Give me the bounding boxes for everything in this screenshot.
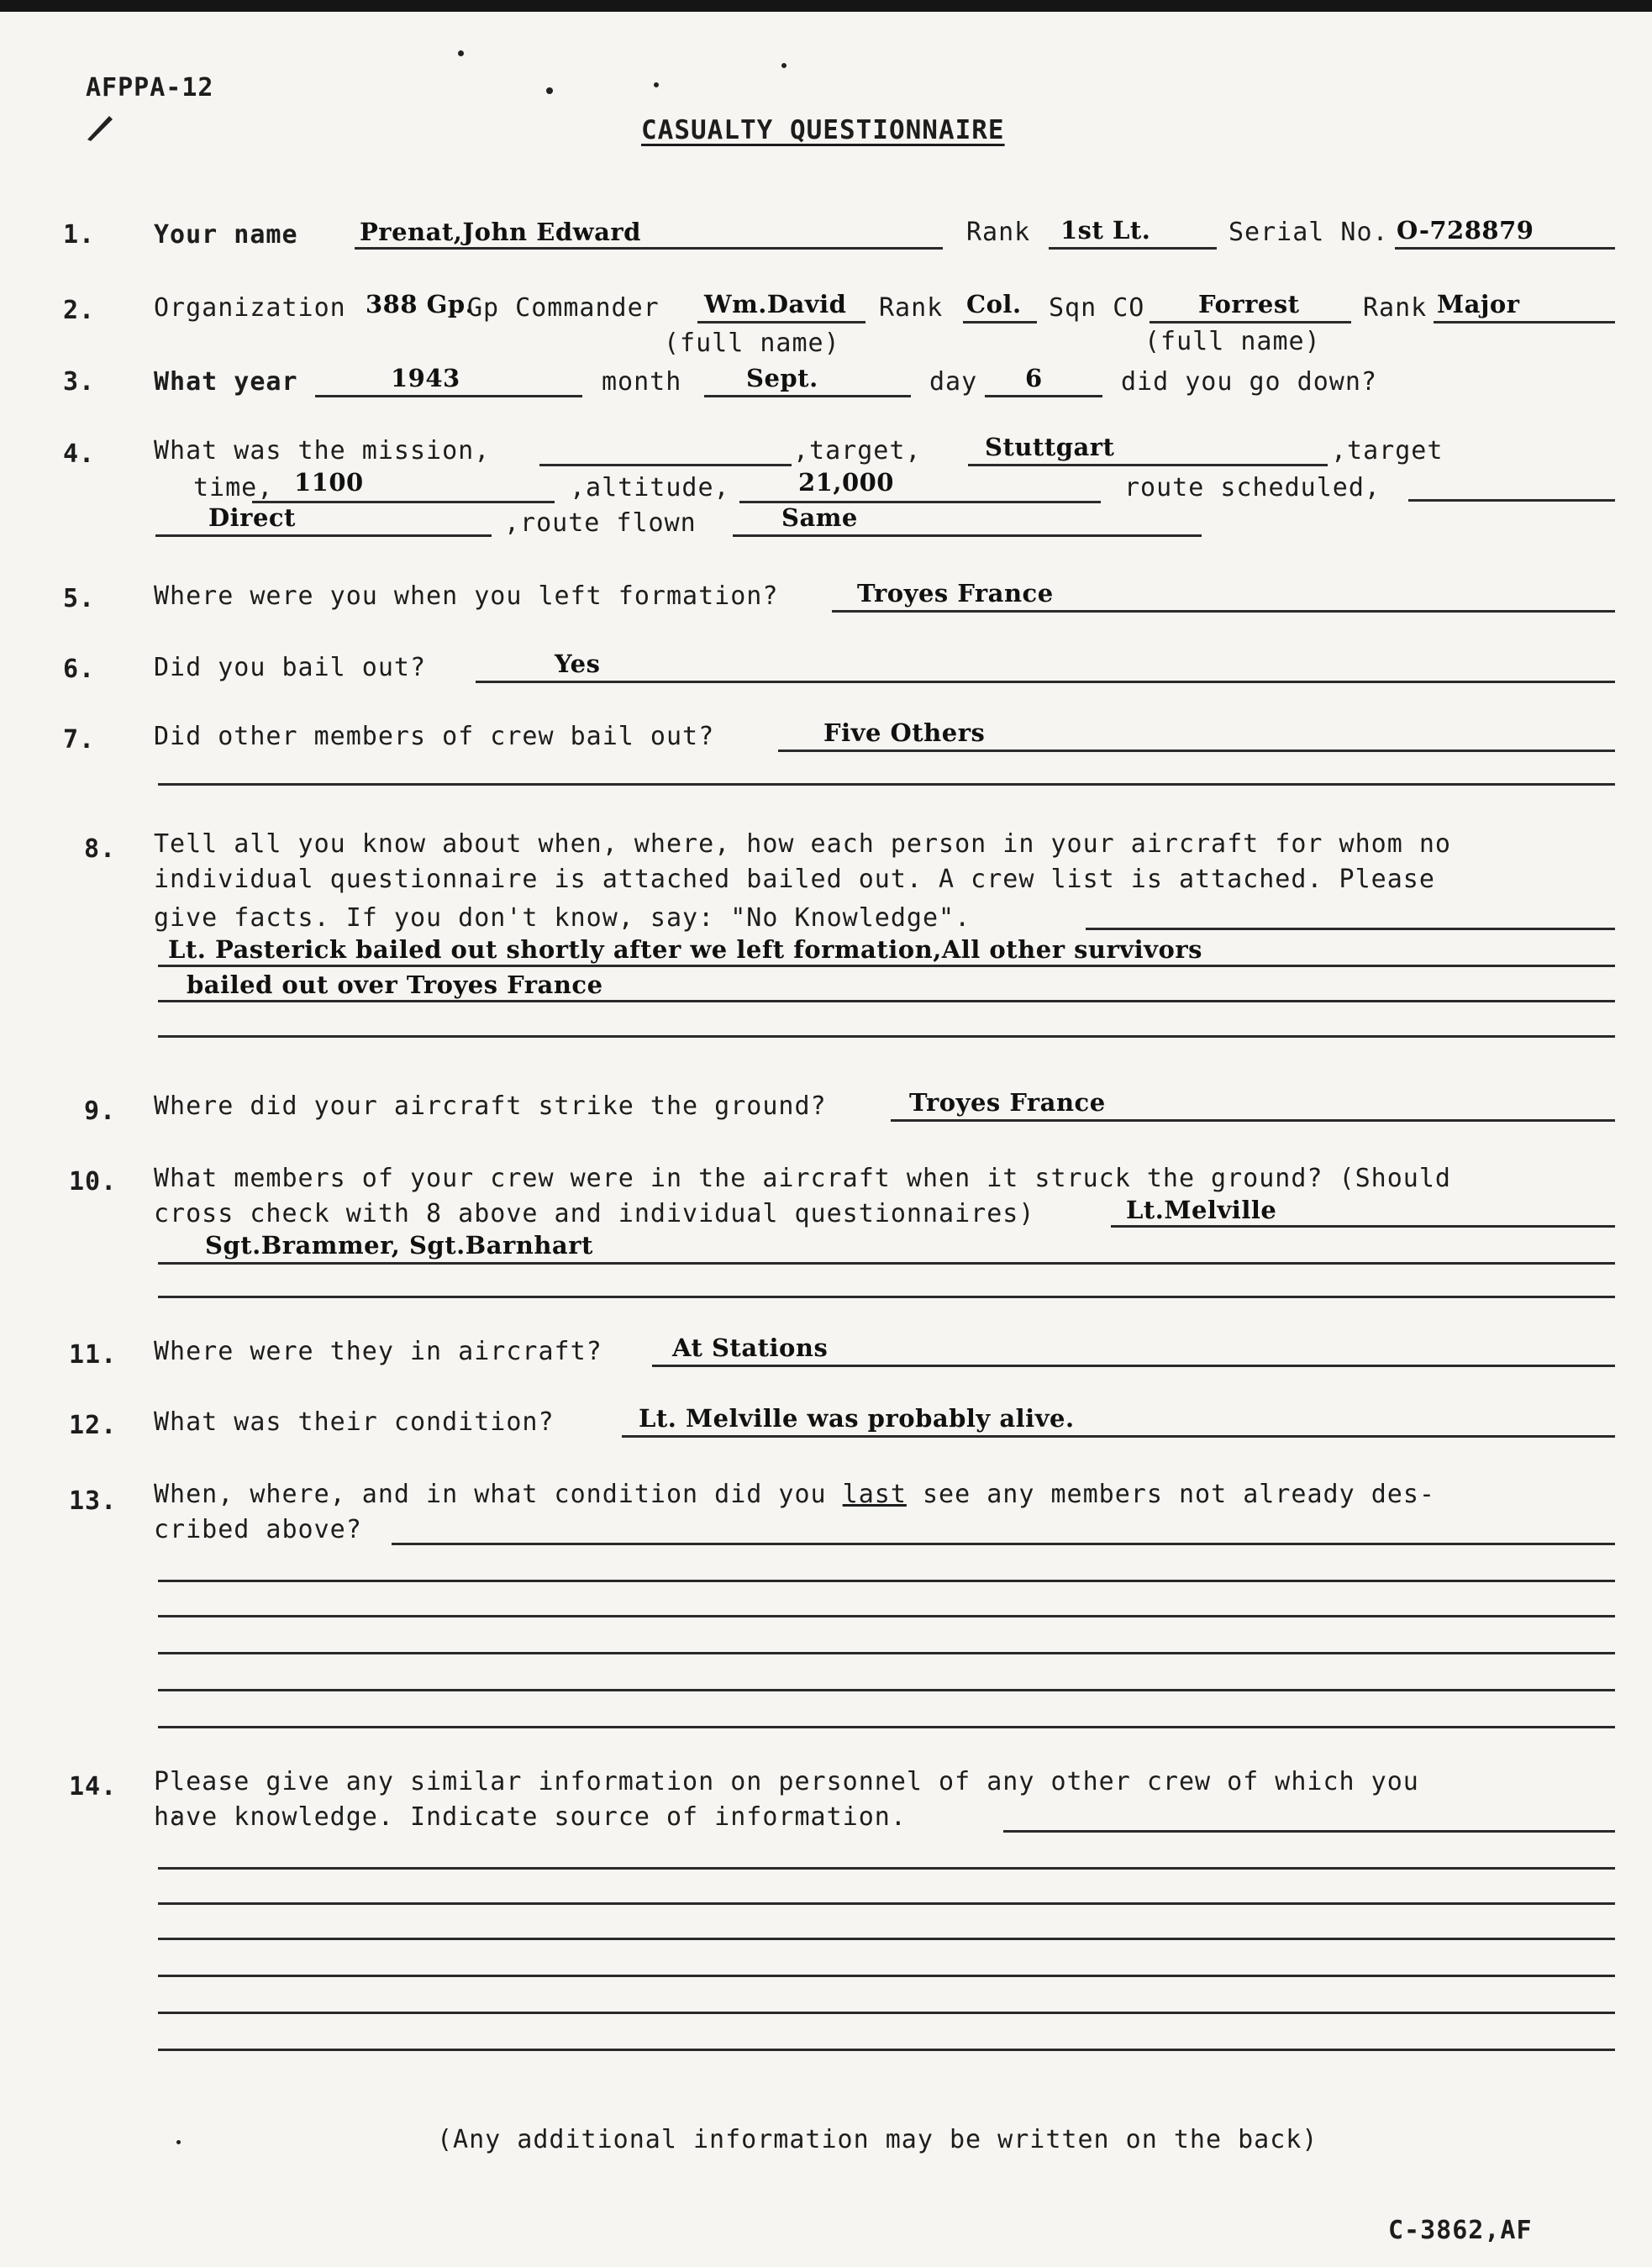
q4-altitude-value[interactable]: 21,000 (798, 468, 894, 497)
q13-line-3 (158, 1615, 1615, 1617)
q13-line-1 (392, 1543, 1615, 1545)
scan-top-edge (0, 0, 1652, 12)
q4-altitude-label: ,altitude, (570, 473, 730, 502)
q1-rank-label: Rank (966, 218, 1031, 247)
q2-rank2-label: Rank (1363, 293, 1428, 323)
q8-text-line-3: give facts. If you don't know, say: "No Knowledge". (154, 903, 971, 933)
q10-line-3 (158, 1296, 1615, 1298)
q3-year-line (315, 395, 582, 397)
q7-line-2 (158, 783, 1615, 786)
q4-target-value[interactable]: Stuttgart (985, 433, 1115, 461)
q2-rank-line (963, 321, 1037, 323)
q4-target-time-label: ,target (1331, 436, 1444, 465)
q4-route-scheduled-label: route scheduled, (1124, 473, 1381, 502)
q3-tail-text: did you go down? (1121, 367, 1377, 397)
q5-label: Where were you when you left formation? (154, 581, 779, 611)
q3-year-value[interactable]: 1943 (391, 364, 460, 392)
q8-text-line-1: Tell all you know about when, where, how each person in your aircraft for whom no (154, 829, 1451, 859)
q4-number: 4. (63, 439, 96, 469)
q13-line-2 (158, 1580, 1615, 1582)
q8-answer-line-1[interactable]: Lt. Pasterick bailed out shortly after we left formation,All other survivors (168, 935, 1202, 964)
q10-value-2[interactable]: Sgt.Brammer, Sgt.Barnhart (205, 1231, 593, 1260)
q14-line-5 (158, 1975, 1615, 1977)
q3-label: What year (154, 367, 298, 397)
q4-mission-label: What was the mission, (154, 436, 491, 465)
q5-number: 5. (63, 584, 96, 613)
q6-number: 6. (63, 655, 96, 684)
q4-route-flown-value[interactable]: Same (781, 503, 858, 532)
q13-line-5 (158, 1689, 1615, 1691)
q12-label: What was their condition? (154, 1407, 555, 1437)
q3-month-value[interactable]: Sept. (746, 364, 818, 392)
q1-serial-line (1395, 247, 1615, 250)
scan-speck (654, 82, 659, 87)
q8-line-2 (158, 965, 1615, 967)
q2-rank-value[interactable]: Col. (966, 290, 1022, 318)
q10-value-1[interactable]: Lt.Melville (1126, 1196, 1277, 1224)
q10-text-line-2: cross check with 8 above and individual questionnaires) (154, 1199, 1035, 1228)
q2-label: Organization (154, 293, 346, 323)
q13-text-line-1: When, where, and in what condition did you last see any members not already des- (154, 1480, 1435, 1509)
scan-speck (458, 50, 464, 56)
q4-route-scheduled-line (1408, 499, 1615, 502)
q4-target-line (968, 464, 1328, 466)
q2-sqn-co-label: Sqn CO (1049, 293, 1145, 323)
q12-number: 12. (69, 1411, 118, 1440)
q14-number: 14. (69, 1772, 118, 1802)
q10-text-line-1: What members of your crew were in the aircraft when it struck the ground? (Should (154, 1164, 1451, 1193)
q8-answer-line-2[interactable]: bailed out over Troyes France (187, 970, 603, 999)
scan-speck (781, 63, 787, 68)
q9-line (891, 1119, 1615, 1122)
q13-number: 13. (69, 1486, 118, 1516)
form-code: AFPPA-12 (86, 73, 214, 103)
q14-line-3 (158, 1902, 1615, 1905)
q7-number: 7. (63, 725, 96, 755)
q2-gp-commander-line (697, 321, 865, 323)
scan-speck (546, 87, 553, 94)
q6-value[interactable]: Yes (555, 650, 601, 678)
q7-value[interactable]: Five Others (823, 718, 986, 747)
q4-route-flown-line (733, 534, 1202, 537)
q10-number: 10. (69, 1167, 118, 1197)
q13-line-4 (158, 1652, 1615, 1654)
form-number: C-3862,AF (1388, 2216, 1533, 2245)
q4-time-label: time, (193, 473, 274, 502)
q2-sqn-co-line (1150, 321, 1351, 323)
q2-full-name-hint: (full name) (664, 329, 840, 358)
q3-day-line (985, 395, 1102, 397)
q2-gp-commander-value[interactable]: Wm.David (704, 290, 847, 318)
q1-number: 1. (63, 220, 96, 250)
q13-line-6 (158, 1726, 1615, 1728)
q4-route-scheduled-value[interactable]: Direct (208, 503, 296, 532)
q14-line-7 (158, 2049, 1615, 2051)
q11-number: 11. (69, 1340, 118, 1370)
q2-org-value[interactable]: 388 Gp. (366, 290, 475, 318)
q11-line (652, 1365, 1615, 1367)
q4-target-label: ,target, (793, 436, 922, 465)
q3-month-line (704, 395, 911, 397)
q12-value[interactable]: Lt. Melville was probably alive. (639, 1404, 1075, 1433)
q12-line (622, 1435, 1615, 1438)
q6-label: Did you bail out? (154, 653, 427, 682)
pen-mark-icon (84, 109, 118, 143)
q14-line-1 (1003, 1830, 1615, 1833)
q7-line (778, 750, 1615, 752)
q8-number: 8. (84, 834, 117, 864)
q3-day-label: day (929, 367, 978, 397)
q3-month-label: month (602, 367, 682, 397)
q9-label: Where did your aircraft strike the ground? (154, 1091, 827, 1121)
q8-line-4 (158, 1035, 1615, 1038)
q2-full-name-hint: (full name) (1144, 327, 1321, 356)
q13-text-line-2: cribed above? (154, 1515, 362, 1544)
q14-line-4 (158, 1938, 1615, 1940)
q11-label: Where were they in aircraft? (154, 1337, 602, 1366)
q4-time-line (252, 501, 555, 503)
q10-line-2 (158, 1262, 1615, 1265)
q14-text-line-2: have knowledge. Indicate source of information. (154, 1802, 907, 1832)
q2-rank-label: Rank (879, 293, 944, 323)
q4-route-scheduled-line-2 (155, 534, 492, 537)
q4-mission-line (539, 464, 792, 466)
q14-line-6 (158, 2012, 1615, 2014)
footer-note: (Any additional information may be written on the back) (437, 2125, 1318, 2154)
q1-name-value[interactable]: Prenat,John Edward (360, 218, 641, 246)
q1-serial-label: Serial No. (1228, 218, 1389, 247)
q7-label: Did other members of crew bail out? (154, 722, 715, 751)
q1-name-line (355, 247, 943, 250)
q4-route-flown-label: ,route flown (504, 508, 697, 538)
q14-line-2 (158, 1867, 1615, 1870)
q1-label: Your name (154, 220, 298, 250)
q5-line (832, 610, 1615, 613)
q2-rank2-value[interactable]: Major (1437, 290, 1520, 318)
q2-sqn-co-value[interactable]: Forrest (1198, 290, 1300, 318)
q8-line-3 (158, 1000, 1615, 1002)
q5-value[interactable]: Troyes France (857, 579, 1054, 608)
q11-value[interactable]: At Stations (672, 1333, 829, 1362)
q14-text-line-1: Please give any similar information on personnel of any other crew of which you (154, 1767, 1419, 1796)
q2-gp-commander-label: Gp Commander (467, 293, 660, 323)
q2-rank2-line (1434, 321, 1615, 323)
q1-serial-value[interactable]: O-728879 (1397, 216, 1534, 245)
form-title: CASUALTY QUESTIONNAIRE (641, 115, 1005, 145)
q9-value[interactable]: Troyes France (909, 1088, 1106, 1117)
scan-speck (176, 2140, 181, 2144)
q8-text-line-2: individual questionnaire is attached bailed out. A crew list is attached. Please (154, 865, 1435, 894)
q8-line-1 (1086, 928, 1615, 930)
q9-number: 9. (84, 1097, 117, 1126)
q3-day-value[interactable]: 6 (1025, 364, 1043, 392)
q1-rank-value[interactable]: 1st Lt. (1060, 216, 1151, 245)
q2-number: 2. (63, 296, 96, 325)
q10-line-1 (1111, 1225, 1615, 1228)
q6-line (476, 681, 1615, 683)
q4-time-value[interactable]: 1100 (294, 468, 364, 497)
q3-number: 3. (63, 367, 96, 397)
q1-rank-line (1049, 247, 1217, 250)
